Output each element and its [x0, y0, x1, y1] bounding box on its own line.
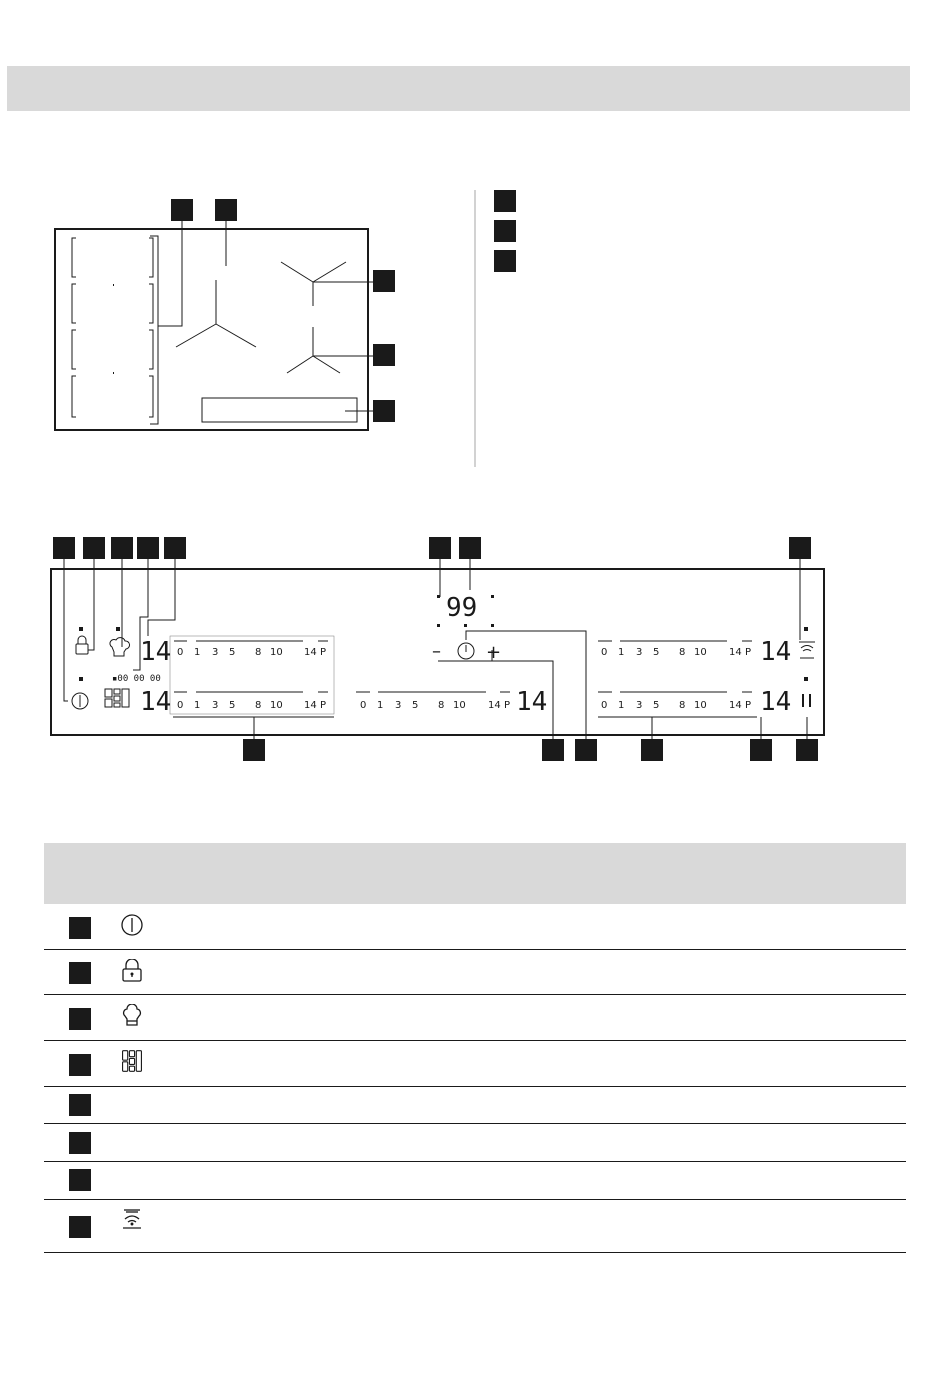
svg-text:10: 10	[694, 647, 707, 658]
power-icon	[120, 913, 144, 937]
table-row	[44, 1124, 906, 1162]
svg-text:0: 0	[177, 647, 184, 658]
svg-text:8: 8	[255, 647, 262, 658]
svg-text:P: P	[320, 647, 327, 658]
svg-text:P: P	[320, 700, 327, 711]
row-marker	[69, 1216, 91, 1238]
power-display-middle: 14	[516, 687, 548, 717]
svg-text:10: 10	[270, 700, 283, 711]
svg-text:3: 3	[395, 700, 402, 711]
slider-scale-right-rear	[601, 647, 751, 658]
svg-text:5: 5	[653, 700, 660, 711]
svg-text:3: 3	[636, 647, 643, 658]
row-marker	[69, 1094, 91, 1116]
timer-display: 99	[446, 593, 478, 623]
row-marker	[69, 1169, 91, 1191]
table-row	[44, 1041, 906, 1087]
svg-text:8: 8	[438, 700, 445, 711]
slider-scale-left-rear	[177, 647, 326, 658]
lock-icon	[120, 959, 144, 983]
svg-text:3: 3	[212, 700, 219, 711]
svg-text:0: 0	[360, 700, 367, 711]
svg-text:8: 8	[679, 647, 686, 658]
svg-text:14: 14	[304, 647, 317, 658]
svg-text:1: 1	[618, 647, 625, 658]
table-row	[44, 1162, 906, 1200]
table-row	[44, 904, 906, 950]
slider-scale-left-front	[177, 700, 326, 711]
svg-text:3: 3	[636, 700, 643, 711]
svg-text:1: 1	[377, 700, 384, 711]
svg-text:14: 14	[729, 647, 742, 658]
svg-text:14: 14	[488, 700, 501, 711]
svg-text:14: 14	[304, 700, 317, 711]
svg-text:0: 0	[601, 647, 608, 658]
power-display-left-rear: 14	[140, 637, 172, 667]
svg-text:10: 10	[270, 647, 283, 658]
svg-text:10: 10	[694, 700, 707, 711]
svg-text:5: 5	[412, 700, 419, 711]
svg-text:10: 10	[453, 700, 466, 711]
slider-scale-middle	[360, 700, 510, 711]
chef-hat-icon	[120, 1004, 144, 1028]
svg-text:3: 3	[212, 647, 219, 658]
svg-text:0: 0	[177, 700, 184, 711]
power-display-right-rear: 14	[760, 637, 792, 667]
svg-text:5: 5	[229, 700, 236, 711]
svg-text:8: 8	[255, 700, 262, 711]
cooking-zone-selector-icon	[120, 1049, 144, 1073]
hob-to-hood-icon	[120, 1207, 144, 1231]
power-display-right-front: 14	[760, 687, 792, 717]
svg-text:1: 1	[194, 700, 201, 711]
table-row	[44, 1200, 906, 1253]
svg-text:P: P	[745, 647, 752, 658]
table-row	[44, 950, 906, 995]
row-marker	[69, 1054, 91, 1076]
svg-text:0: 0	[601, 700, 608, 711]
svg-text:5: 5	[229, 647, 236, 658]
row-marker	[69, 1008, 91, 1030]
row-marker	[69, 917, 91, 939]
svg-text:5: 5	[653, 647, 660, 658]
table-row	[44, 1087, 906, 1124]
row-marker	[69, 962, 91, 984]
svg-text:P: P	[745, 700, 752, 711]
slider-scale-right-front	[601, 700, 751, 711]
zone-indicator-row: ▪00 00 00	[112, 674, 161, 684]
svg-text:1: 1	[194, 647, 201, 658]
svg-text:8: 8	[679, 700, 686, 711]
svg-text:1: 1	[618, 700, 625, 711]
timer-plus-button[interactable]: +	[486, 642, 502, 663]
power-display-left-front: 14	[140, 687, 172, 717]
row-marker	[69, 1132, 91, 1154]
svg-text:P: P	[504, 700, 511, 711]
table-row	[44, 995, 906, 1041]
timer-minus-button[interactable]: –	[432, 641, 441, 662]
svg-text:14: 14	[729, 700, 742, 711]
legend-table-header	[44, 843, 906, 904]
